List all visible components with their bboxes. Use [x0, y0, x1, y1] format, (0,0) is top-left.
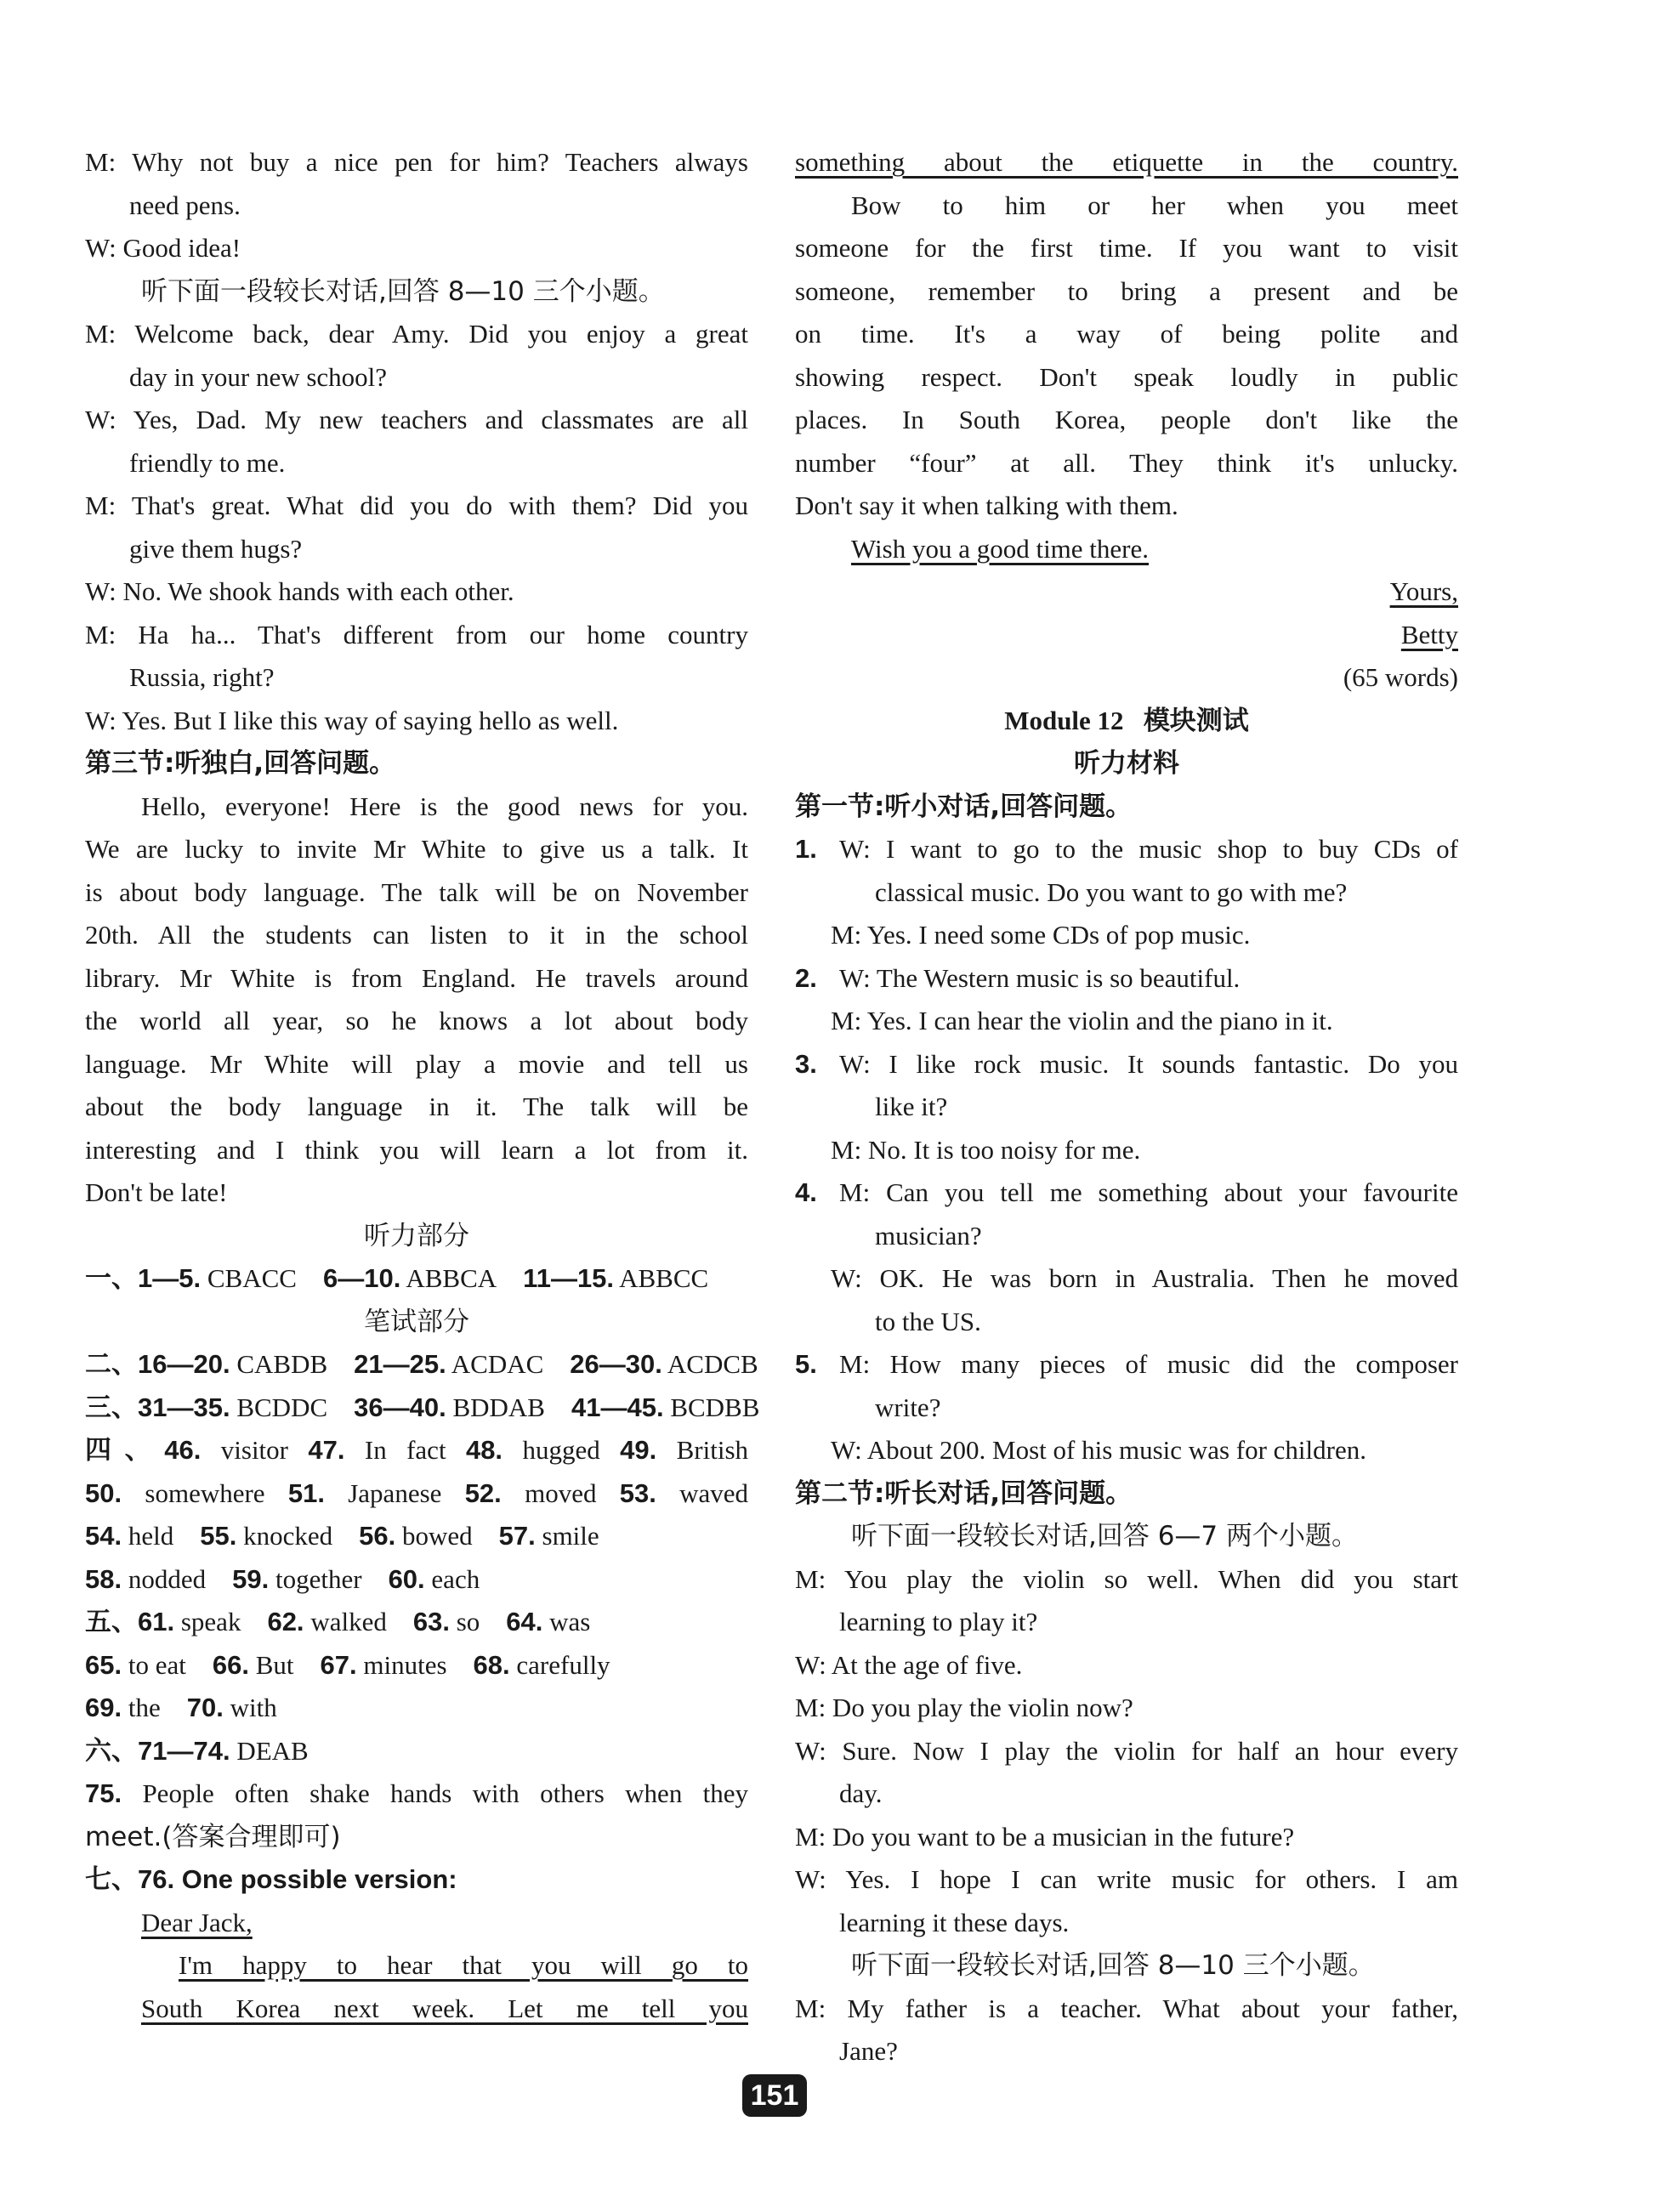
- answer-num: 26—30.: [570, 1349, 662, 1379]
- text-line: day in your new school?: [129, 361, 388, 392]
- answer-num: 49.: [620, 1435, 657, 1465]
- answer-value: hugged: [522, 1435, 600, 1465]
- answer-value: speak: [180, 1607, 241, 1636]
- answer-num: 6—10.: [322, 1263, 401, 1293]
- section-heading: 第二节:听长对话,回答问题。: [795, 1478, 1133, 1509]
- essay-closing: [795, 570, 1458, 614]
- dialogue-line: M: Do you play the violin now?: [795, 1693, 1133, 1722]
- answers-heading-written: 笔试部分: [364, 1306, 469, 1337]
- answer-value: walked: [310, 1607, 387, 1636]
- answer-num: 47.: [308, 1435, 345, 1465]
- answer-value: smile: [542, 1521, 599, 1551]
- dialogue-line: [795, 1043, 1458, 1086]
- answer-num: 三、31—35.: [85, 1392, 230, 1422]
- answer-value: with: [230, 1693, 277, 1722]
- answer-row: [85, 1387, 760, 1430]
- dialogue-line: W: OK. He was born in Australia. Then he moved: [831, 1263, 1458, 1293]
- dialogue-line: write?: [875, 1392, 941, 1422]
- answer-value: British: [676, 1435, 749, 1465]
- dialogue-line: W: About 200. Most of his music was for children.: [831, 1435, 1366, 1465]
- answer-value: together: [275, 1563, 362, 1594]
- dialogue-line: W: Sure. Now I play the violin for half an hour every: [795, 1735, 1458, 1766]
- text-line: Russia, right?: [129, 662, 275, 692]
- text-line: library. Mr White is from England. He travels around: [85, 962, 748, 993]
- answer-value: visitor: [220, 1435, 288, 1465]
- answer-num: 四、46.: [85, 1435, 202, 1465]
- text-line: M: Why not buy a nice pen for him? Teachers always: [85, 147, 748, 177]
- answer-num: 六、71—74.: [85, 1735, 230, 1766]
- answer-num: 48.: [465, 1435, 503, 1465]
- text-line: Hello, everyone! Here is the good news for you.: [141, 791, 748, 821]
- answer-value: so: [456, 1607, 480, 1636]
- question-number: 4.: [795, 1177, 817, 1207]
- answer-num: 75.: [85, 1778, 122, 1808]
- answer-value: ABBCC: [619, 1263, 709, 1293]
- text-line: We are lucky to invite Mr White to give us a talk. It: [85, 834, 748, 864]
- text-line: about the body language in it. The talk will be: [85, 1092, 748, 1121]
- dialogue-line: musician?: [875, 1220, 982, 1251]
- answer-value: CABDB: [236, 1349, 328, 1379]
- essay-line: something about the etiquette in the country.: [795, 147, 1458, 177]
- answer-num: 65.: [85, 1649, 122, 1680]
- essay-line: on time. It's a way of being polite and: [795, 319, 1458, 349]
- answer-value: In fact: [364, 1435, 446, 1465]
- answer-value: moved: [525, 1478, 597, 1508]
- text-line: need pens.: [129, 190, 241, 220]
- answer-num: 62.: [267, 1607, 304, 1636]
- text-line: meet.(答案合理即可): [85, 1821, 341, 1852]
- page-number: 151: [742, 2074, 807, 2117]
- answer-row: [85, 1343, 758, 1387]
- answer-row: [85, 1644, 748, 1687]
- dialogue-line: day.: [839, 1778, 883, 1808]
- text-line: Don't be late!: [85, 1177, 228, 1207]
- section-instruction: 听下面一段较长对话,回答 8—10 三个小题。: [141, 275, 665, 307]
- question-number: 1.: [795, 834, 817, 864]
- answer-num: 41—45.: [571, 1392, 664, 1422]
- text-line: M: That's great. What did you do with them? Did you: [85, 491, 748, 520]
- essay-signature-text: Betty: [1400, 619, 1458, 649]
- text-line: language. Mr White will play a movie and tell us: [85, 1048, 748, 1079]
- answer-row: [85, 1772, 748, 1816]
- dialogue-line: [795, 957, 1458, 1001]
- answer-value: But: [255, 1649, 294, 1680]
- answer-value: nodded: [128, 1563, 207, 1594]
- essay-line: Bow to him or her when you meet: [851, 190, 1458, 220]
- section-heading: 第一节:听小对话,回答问题。: [795, 791, 1133, 822]
- essay-line: I'm happy to hear that you will go to: [179, 1950, 748, 1980]
- answer-value: ABBCA: [406, 1263, 497, 1293]
- answer-value: the: [128, 1693, 161, 1722]
- answer-value: was: [549, 1607, 591, 1636]
- answer-value: each: [431, 1563, 480, 1594]
- essay-line: places. In South Korea, people don't like the: [795, 405, 1458, 434]
- dialogue-line: W: At the age of five.: [795, 1649, 1023, 1680]
- writing-heading: 七、76. One possible version:: [85, 1864, 457, 1894]
- answer-row: [85, 1601, 748, 1644]
- word-count: (65 words): [1343, 662, 1458, 692]
- dialogue-line: learning it these days.: [839, 1907, 1070, 1937]
- answer-num: 36—40.: [354, 1392, 446, 1422]
- answer-num: 59.: [232, 1563, 270, 1594]
- answer-value: carefully: [516, 1649, 610, 1680]
- answer-num: 67.: [320, 1649, 357, 1680]
- left-column: [85, 141, 760, 2030]
- dialogue-line: W: Yes. I hope I can write music for others. I am: [795, 1864, 1458, 1894]
- answer-num: 50.: [85, 1478, 122, 1508]
- answer-num: 68.: [473, 1649, 510, 1680]
- answer-num: 66.: [212, 1649, 249, 1680]
- text-line: the world all year, so he knows a lot about body: [85, 1006, 748, 1035]
- section-instruction: 听下面一段较长对话,回答 6—7 两个小题。: [851, 1521, 1359, 1551]
- module-title-zh: 模块测试: [1143, 705, 1249, 736]
- text-line: is about body language. The talk will be on November: [85, 876, 748, 907]
- text-line: W: Yes. But I like this way of saying hello as well.: [85, 705, 619, 735]
- answer-num: 58.: [85, 1563, 122, 1594]
- answer-value: minutes: [363, 1649, 447, 1680]
- answer-num: 一、1—5.: [85, 1263, 202, 1293]
- question-number: 3.: [795, 1048, 817, 1079]
- dialogue-line: [795, 828, 1458, 871]
- answer-num: 53.: [619, 1478, 656, 1508]
- answer-row: [85, 1429, 748, 1472]
- answer-num: 60.: [388, 1563, 425, 1594]
- dialogue-line: M: My father is a teacher. What about your father,: [795, 1993, 1458, 2023]
- answer-num: 56.: [359, 1521, 396, 1551]
- answer-num: 二、16—20.: [85, 1349, 230, 1379]
- dialogue-text: W: I like rock music. It sounds fantastic. Do you: [839, 1048, 1458, 1079]
- module-title-en: Module 12: [1004, 705, 1124, 735]
- text-line: M: Welcome back, dear Amy. Did you enjoy a great: [85, 319, 748, 349]
- essay-salutation: Dear Jack,: [141, 1907, 253, 1937]
- essay-closing-text: Yours,: [1389, 576, 1458, 606]
- module-title: [795, 700, 1458, 743]
- answer-num: 63.: [412, 1607, 450, 1636]
- essay-line: showing respect. Don't speak loudly in public: [795, 361, 1458, 392]
- essay-line: South Korea next week. Let me tell you: [141, 1993, 748, 2023]
- question-number: 5.: [795, 1349, 817, 1379]
- answer-row: [85, 1515, 748, 1558]
- dialogue-line: [795, 1343, 1458, 1387]
- text-line: interesting and I think you will learn a lot from it.: [85, 1134, 748, 1165]
- answer-num: 54.: [85, 1521, 122, 1551]
- answer-value: CBACC: [207, 1263, 297, 1293]
- dialogue-line: M: You play the violin so well. When did you start: [795, 1563, 1458, 1594]
- answer-row: [85, 1730, 748, 1773]
- answer-num: 57.: [498, 1521, 536, 1551]
- essay-line: someone for the first time. If you want to visit: [795, 233, 1458, 263]
- answer-value: BCDDC: [236, 1392, 328, 1422]
- listening-material-heading: 听力材料: [1074, 748, 1179, 779]
- dialogue-line: learning to play it?: [839, 1607, 1038, 1636]
- answer-row: [85, 1558, 748, 1602]
- essay-signature: [795, 614, 1458, 657]
- answer-num: 55.: [200, 1521, 237, 1551]
- text-line: W: No. We shook hands with each other.: [85, 576, 514, 606]
- answer-value: People often shake hands with others when they: [142, 1778, 749, 1808]
- answer-value: waved: [679, 1478, 749, 1508]
- essay-line: Wish you a good time there.: [851, 533, 1150, 564]
- essay-line: number “four” at all. They think it's unlucky.: [795, 447, 1458, 478]
- text-line: 20th. All the students can listen to it in the school: [85, 920, 748, 950]
- dialogue-line: M: No. It is too noisy for me.: [831, 1134, 1141, 1165]
- dialogue-line: Jane?: [839, 2036, 898, 2066]
- dialogue-line: [795, 1171, 1458, 1215]
- dialogue-line: M: Do you want to be a musician in the future?: [795, 1821, 1295, 1852]
- answer-row: [85, 1257, 748, 1301]
- text-line: M: Ha ha... That's different from our home country: [85, 619, 748, 649]
- right-column: [795, 141, 1458, 2073]
- answer-value: ACDCB: [667, 1349, 758, 1379]
- text-line: W: Good idea!: [85, 233, 241, 263]
- dialogue-text: M: Can you tell me something about your favourite: [839, 1177, 1458, 1207]
- answer-num: 64.: [506, 1607, 543, 1636]
- dialogue-text: M: How many pieces of music did the composer: [839, 1349, 1458, 1379]
- essay-line: Don't say it when talking with them.: [795, 491, 1178, 520]
- answer-num: 五、61.: [85, 1607, 175, 1636]
- answer-value: somewhere: [145, 1478, 265, 1508]
- dialogue-text: W: The Western music is so beautiful.: [839, 962, 1241, 993]
- answer-value: BDDAB: [452, 1392, 545, 1422]
- answer-num: 21—25.: [354, 1349, 446, 1379]
- dialogue-line: M: Yes. I can hear the violin and the piano in it.: [831, 1006, 1333, 1035]
- text-line: friendly to me.: [129, 447, 286, 478]
- answer-value: held: [128, 1521, 174, 1551]
- answer-value: bowed: [401, 1521, 473, 1551]
- answer-value: to eat: [128, 1649, 186, 1680]
- section-heading: 第三节:听独白,回答问题。: [85, 748, 396, 779]
- answer-value: ACDAC: [451, 1349, 544, 1379]
- answer-value: DEAB: [236, 1735, 309, 1766]
- answer-row: [85, 1687, 748, 1730]
- answer-num: 70.: [186, 1693, 224, 1722]
- answer-num: 69.: [85, 1693, 122, 1722]
- section-instruction: 听下面一段较长对话,回答 8—10 三个小题。: [851, 1950, 1375, 1981]
- question-number: 2.: [795, 962, 817, 993]
- answer-value: BCDBB: [670, 1392, 760, 1422]
- dialogue-line: classical music. Do you want to go with me?: [875, 876, 1348, 907]
- answer-value: knocked: [243, 1521, 333, 1551]
- answer-num: 11—15.: [523, 1263, 615, 1293]
- answer-num: 52.: [464, 1478, 502, 1508]
- essay-line: someone, remember to bring a present and be: [795, 275, 1458, 306]
- answer-row: [85, 1472, 748, 1516]
- answer-num: 51.: [287, 1478, 325, 1508]
- dialogue-line: like it?: [875, 1092, 948, 1121]
- dialogue-line: to the US.: [875, 1306, 981, 1336]
- dialogue-text: W: I want to go to the music shop to buy CDs of: [839, 834, 1458, 864]
- dialogue-line: M: Yes. I need some CDs of pop music.: [831, 920, 1251, 950]
- text-line: W: Yes, Dad. My new teachers and classmates are all: [85, 405, 748, 434]
- answer-value: Japanese: [348, 1478, 442, 1508]
- text-line: give them hugs?: [129, 533, 303, 564]
- answers-heading-listening: 听力部分: [364, 1220, 469, 1251]
